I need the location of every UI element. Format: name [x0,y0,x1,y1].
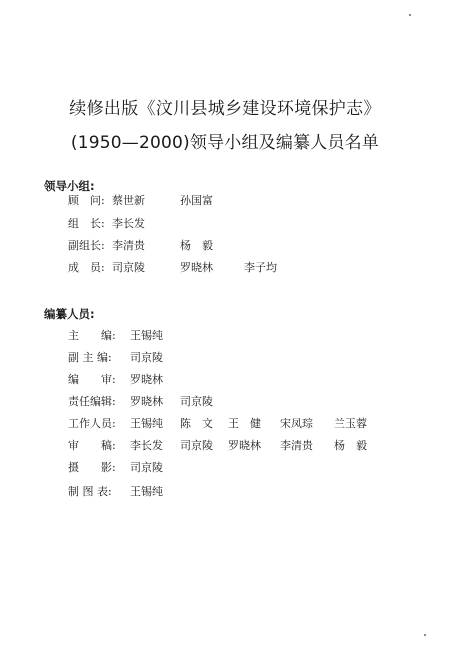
document-title-line1: 续修出版《汶川县城乡建设环境保护志》 [69,99,381,119]
person-name: 司京陵 [130,351,163,364]
person-name: 陈 文 [180,417,213,430]
person-name: 杨 毅 [334,439,367,452]
person-name: 宋凤琮 [280,417,313,430]
row-label: 成 员: [68,261,105,274]
person-name: 李清贵 [112,239,145,252]
person-name: 罗晓林 [180,261,213,274]
person-name: 司京陵 [130,461,163,474]
row-label: 副组长: [68,239,105,252]
leadership-heading: 领导小组: [44,179,95,193]
person-name: 王 健 [228,417,261,430]
document-title-line2: (1950—2000)领导小组及编纂人员名单 [70,133,380,153]
person-name: 李长发 [112,217,145,230]
person-name: 蔡世新 [112,194,145,207]
row-label: 编 审: [68,373,116,386]
person-name: 孙国富 [180,194,213,207]
row-label: 主 编: [68,329,116,342]
person-name: 司京陵 [180,439,213,452]
person-name: 杨 毅 [180,239,213,252]
person-name: 罗晓林 [130,373,163,386]
person-name: 司京陵 [180,395,213,408]
person-name: 王锡纯 [130,485,163,498]
row-label: 摄 影: [68,461,116,474]
person-name: 兰玉蓉 [334,417,367,430]
editors-heading: 编纂人员: [44,307,95,321]
person-name: 李清贵 [280,439,313,452]
person-name: 王锡纯 [130,417,163,430]
scan-speck [424,634,426,636]
person-name: 李子均 [244,261,277,274]
row-label: 工作人员: [68,417,116,430]
person-name: 罗晓林 [228,439,261,452]
person-name: 罗晓林 [130,395,163,408]
row-label: 顾 问: [68,194,105,207]
row-label: 审 稿: [68,439,116,452]
person-name: 司京陵 [112,261,145,274]
person-name: 李长发 [130,439,163,452]
row-label: 制 图 表: [68,485,112,498]
row-label: 责任编辑: [68,395,116,408]
row-label: 副 主 编: [68,351,112,364]
scan-speck [409,14,411,16]
person-name: 王锡纯 [130,329,163,342]
row-label: 组 长: [68,217,105,230]
